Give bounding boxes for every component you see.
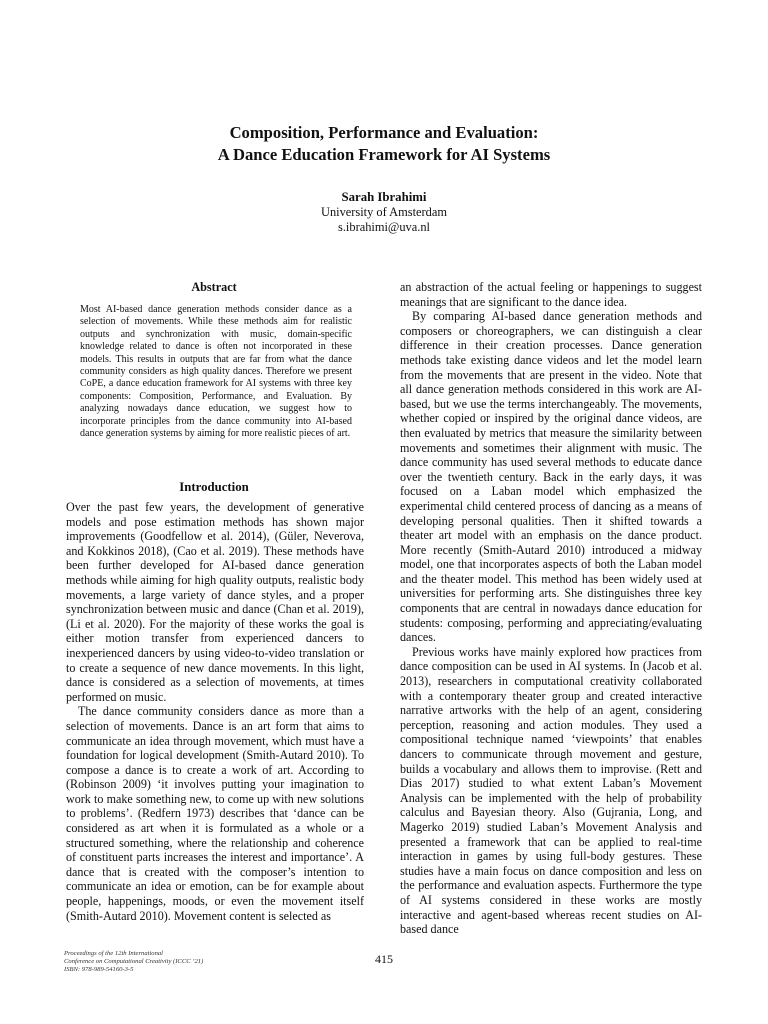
right-paragraph-2: By comparing AI-based dance generation methods and composers or choreographers, we can distinguish a clear difference in their creation processes. Dance generation methods take existing dance videos and let the model learn from the movements that are present in the video. Note that all dance generation methods considered in this work are AI-based, but we use the terms interchangeably. The movements, whether copied or inspired by the original dance videos, are then evaluated by metrics that measure the similarity between movements and sometimes their alignment with music. The dance community has used several methods to educate dance over the twentieth century. Back in the early days, it was focused on a Laban model which emphasized the experimental child centered process of dancing as a means of developing personal qualities. Then it shifted towards a theater art model with an emphasis on the dance product. More recently (Smith-Autard 2010) introduced a midway model, one that incorporates aspects of both the Laban model and the theater model. This method has been widely used at universities for performing arts. She distinguishes three key components that are central in nowadays dance education for students: composing, performing and appreciating/evaluating dances. [400, 309, 702, 645]
author-affiliation: University of Amsterdam [321, 205, 447, 219]
paper-title [64, 122, 704, 166]
abstract-heading: Abstract [191, 280, 237, 294]
introduction-body [66, 500, 364, 923]
title-line-1: Composition, Performance and Evaluation: [229, 123, 539, 142]
author-block [64, 190, 704, 235]
footer-line-2: Conference on Computational Creativity (ICCC ’21) [64, 958, 204, 965]
author-email: s.ibrahimi@uva.nl [338, 220, 430, 234]
author-name: Sarah Ibrahimi [341, 190, 427, 204]
intro-paragraph-1: Over the past few years, the development of generative models and pose estimation methods has shown major improvements (Goodfellow et al. 2014), (Güler, Neverova, and Kokkinos 2018), (Cao et al. 2019). These methods have been further developed for AI-based dance generation methods while aiming for high quality outputs, realistic body movements, a large variety of dance styles, and a proper synchronization between music and dance (Chan et al. 2019), (Li et al. 2020). For the majority of these works the goal is either motion transfer from experienced dancers to inexperienced dancers by using video-to-video translation or to create a sequence of new dance movements. In this light, dance is considered as a selection of movements, at times performed on music. [66, 500, 364, 704]
abstract-text: Most AI-based dance generation methods consider dance as a selection of movements. While these methods aim for realistic outputs and synchronization with music, domain-specific knowledge related to dance is often not incorporated in these models. This results in outputs that are far from what the dance community considers as high quality dances. Therefore we present CoPE, a dance education framework for AI systems with three key components: Composition, Performance, and Evaluation. By analyzing nowadays dance education, we suggest how to incorporate principles from the dance community into AI-based dance generation systems by aiming for more realistic pieces of art. [80, 304, 352, 440]
page-number: 415 [375, 952, 393, 966]
footer-line-3: ISBN: 978-989-54160-3-5 [64, 966, 134, 973]
introduction-heading: Introduction [179, 480, 249, 494]
right-paragraph-1: an abstraction of the actual feeling or happenings to suggest meanings that are significant to the dance idea. [400, 280, 702, 309]
right-column-body [400, 280, 702, 937]
proceedings-footer [64, 950, 324, 974]
footer-line-1: Proceedings of the 12th International [64, 950, 164, 957]
title-line-2: A Dance Education Framework for AI Systems [217, 145, 551, 164]
intro-paragraph-2: The dance community considers dance as more than a selection of movements. Dance is an art form that aims to communicate an idea through movement, which must have a foundation for logical development (Smith-Autard 2010). To compose a dance is to create a work of art. According to (Robinson 2009) ‘it involves putting your imagination to work to make something new, to come up with new solutions to problems’. (Redfern 1973) describes that ‘dance can be considered as art when it is formulated as a whole or a structured something, where the relationship and coherence of constituent parts increases the interest and importance’. A dance that is created with the composer’s intention to communicate an idea or emotion, can be for example about people, happenings, moods, or even the movement itself (Smith-Autard 2010). Movement content is selected as [66, 704, 364, 923]
right-paragraph-3: Previous works have mainly explored how practices from dance composition can be used in AI systems. In (Jacob et al. 2013), researchers in computational creativity collaborated with a contemporary theater group and created interactive narrative artworks with the help of an agent, considering perception, reasoning and action modules. They used a compositional technique named ‘viewpoints’ that enables dancers to communicate through movement and gesture, builds a vocabulary and allows them to improvise. (Rett and Dias 2017) studied to what extent Laban’s Movement Analysis can be implemented with the help of probability calculus and Bayesian theory. Also (Gujrania, Long, and Magerko 2019) studied Laban’s Movement Analysis and presented a framework that can be applied to real-time interaction in games by using full-body gestures. These studies have a main focus on dance composition and less on the performance and evaluation aspects. Furthermore the type of AI systems considered in these works are mostly interactive and agent-based whereas recent studies on AI-based dance [400, 644, 702, 937]
